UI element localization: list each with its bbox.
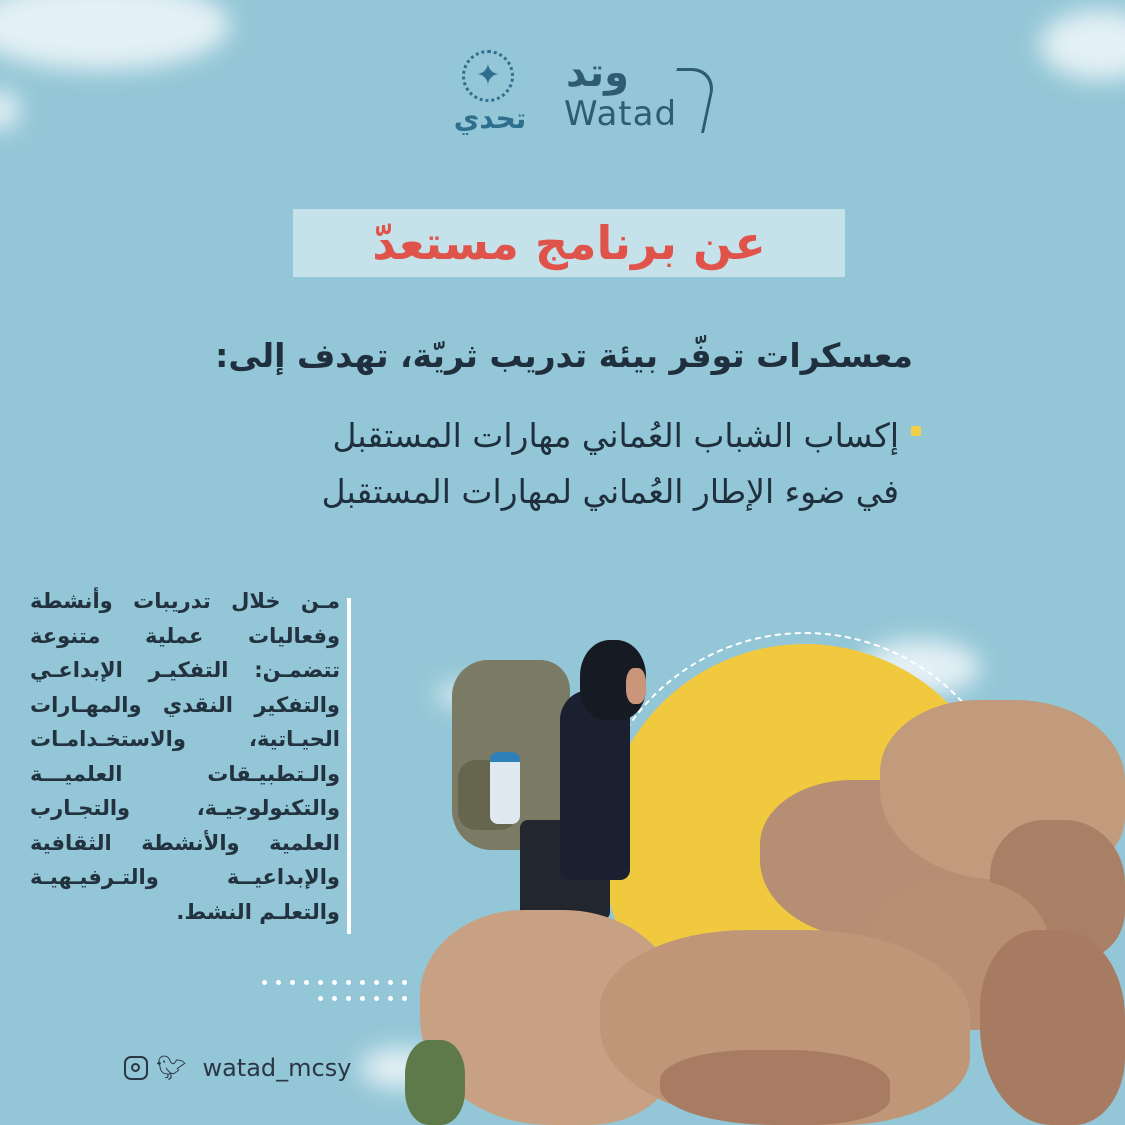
bullet-marker	[911, 426, 921, 436]
social-handle: watad_mcsy	[202, 1054, 352, 1082]
social-links	[124, 1052, 351, 1084]
twitter-icon[interactable]: 🐦︎	[156, 1054, 187, 1082]
hiker-face	[626, 668, 646, 704]
cloud	[0, 0, 230, 70]
watad-logo-arabic: وتد	[566, 50, 629, 96]
compass-icon: ✦	[462, 50, 514, 102]
watad-logo-mark	[663, 68, 718, 133]
cloud	[1040, 10, 1125, 80]
tahadi-logo	[440, 50, 540, 140]
watad-logo-latin: Watad	[564, 94, 678, 134]
cloud	[0, 90, 20, 130]
water-bottle	[490, 752, 520, 824]
page-title: عن برنامج مستعدّ	[293, 209, 845, 277]
side-divider	[347, 598, 351, 934]
bullet-item	[199, 408, 899, 520]
watad-logo	[560, 50, 720, 138]
tahadi-logo-text: تحدي	[453, 102, 527, 135]
bullet-line-1: إكساب الشباب العُماني مهارات المستقبل	[332, 416, 899, 455]
rock	[405, 1040, 465, 1125]
rock	[660, 1050, 890, 1125]
side-paragraph: مـن خلال تدريبات وأنشطة وفعاليات عملية متنوعة تتضمـن: التفكيـر الإبداعـي والتفكير النقدي والمهـارات الحيـاتية، والاستخـدامـات والـتطبيـقات العلميـــة والتكنولوجيـة، والتجـارب العلمية والأنشطة الثقافية والإبداعيــة والتـرفيـهيـة والتعلـم النشط.	[30, 589, 340, 924]
dot-pattern	[262, 980, 412, 1004]
bullet-line-2: في ضوء الإطار العُماني لمهارات المستقبل	[321, 472, 899, 511]
intro-text: معسكرات توفّر بيئة تدريب ثريّة، تهدف إلى:	[215, 336, 913, 375]
instagram-icon[interactable]	[124, 1056, 148, 1080]
rock	[980, 930, 1125, 1125]
